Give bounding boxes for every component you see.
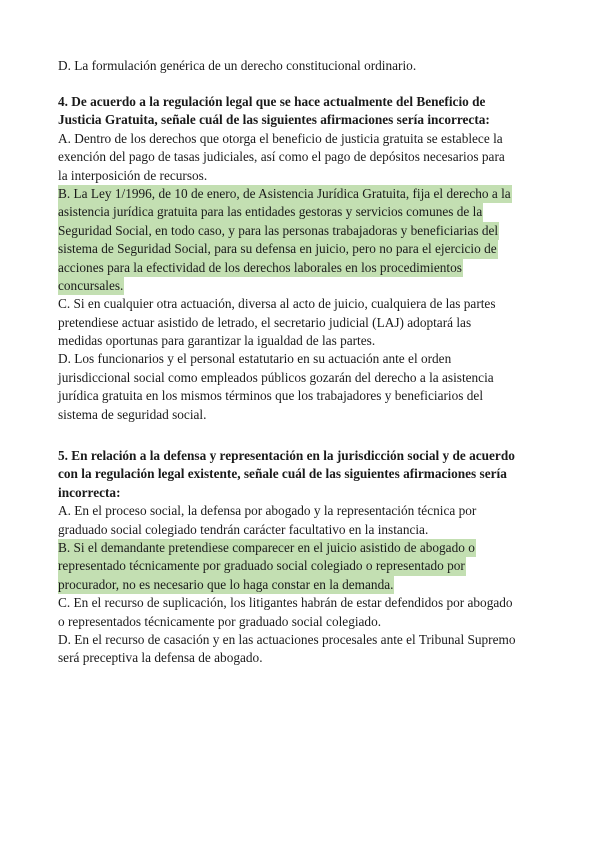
text-line: A. Dentro de los derechos que otorga el beneficio de justicia gratuita se establece la	[58, 130, 503, 146]
text-line: graduado social colegiado tendrán carácter facultativo en la instancia.	[58, 521, 429, 537]
question-5	[58, 447, 548, 668]
text-line: con la regulación legal existente, señale cuál de las siguientes afirmaciones sería	[58, 466, 507, 482]
text-line: B. Si el demandante pretendiese comparecer en el juicio asistido de abogado o	[58, 539, 476, 557]
text-line: pretendiese actuar asistido de letrado, el secretario judicial (LAJ) adoptará las	[58, 314, 472, 330]
text-line: 4. De acuerdo a la regulación legal que se hace actualmente del Beneficio de	[58, 94, 486, 109]
text-line: asistencia jurídica gratuita para las entidades gestoras y servicios comunes de la	[58, 203, 483, 221]
text-line: D. Los funcionarios y el personal estatutario en su actuación ante el orden	[58, 351, 452, 367]
previous-option-d	[58, 57, 548, 75]
text-line: o representados técnicamente por graduado social colegiado.	[58, 613, 382, 629]
text-line: Seguridad Social, en todo caso, y para las personas trabajadoras y beneficiarias del	[58, 222, 499, 240]
text-line: sistema de Seguridad Social, para su defensa en juicio, pero no para el ejercicio de	[58, 240, 498, 258]
text-line: 5. En relación a la defensa y representación en la jurisdicción social y de acuerdo	[58, 448, 515, 463]
text-line: medidas oportunas para garantizar la igualdad de las partes.	[58, 333, 376, 349]
text-line: D. La formulación genérica de un derecho constitucional ordinario.	[58, 58, 417, 73]
question-4-heading	[58, 93, 548, 130]
text-line: será preceptiva la defensa de abogado.	[58, 650, 263, 666]
text-line: concursales.	[58, 277, 124, 295]
question-5-option-c	[58, 594, 548, 631]
text-line: jurídica gratuita en los mismos términos que los trabajadores y beneficiarios del	[58, 388, 484, 404]
question-5-option-d	[58, 631, 548, 668]
text-line: sistema de seguridad social.	[58, 406, 207, 422]
text-line: jurisdiccional social como empleados públicos gozarán del derecho a la asistencia	[58, 369, 494, 385]
question-4-option-b-highlighted	[58, 185, 548, 295]
text-line: exención del pago de tasas judiciales, así como el pago de depósitos necesarios para	[58, 149, 505, 165]
text-line: C. En el recurso de suplicación, los litigantes habrán de estar defendidos por abogado	[58, 595, 513, 611]
text-line: Justicia Gratuita, señale cuál de las siguientes afirmaciones sería incorrecta:	[58, 112, 490, 128]
question-4-option-a	[58, 130, 548, 185]
text-line: procurador, no es necesario que lo haga constar en la demanda.	[58, 576, 394, 594]
question-4-option-c	[58, 295, 548, 350]
text-line: representado técnicamente por graduado social colegiado o representado por	[58, 557, 466, 575]
text-line: D. En el recurso de casación y en las actuaciones procesales ante el Tribunal Supremo	[58, 631, 516, 647]
text-line: incorrecta:	[58, 484, 121, 500]
text-line: A. En el proceso social, la defensa por abogado y la representación técnica por	[58, 503, 477, 519]
text-line: B. La Ley 1/1996, de 10 de enero, de Asistencia Jurídica Gratuita, fija el derecho a la	[58, 185, 512, 203]
question-5-heading	[58, 447, 548, 502]
question-4	[58, 93, 548, 424]
question-5-option-b-highlighted	[58, 539, 548, 594]
text-line: la interposición de recursos.	[58, 167, 208, 183]
question-4-option-d	[58, 350, 548, 424]
question-5-option-a	[58, 502, 548, 539]
text-line: acciones para la efectividad de los derechos laborales en los procedimientos	[58, 259, 463, 277]
text-line: C. Si en cualquier otra actuación, diversa al acto de juicio, cualquiera de las partes	[58, 296, 496, 312]
